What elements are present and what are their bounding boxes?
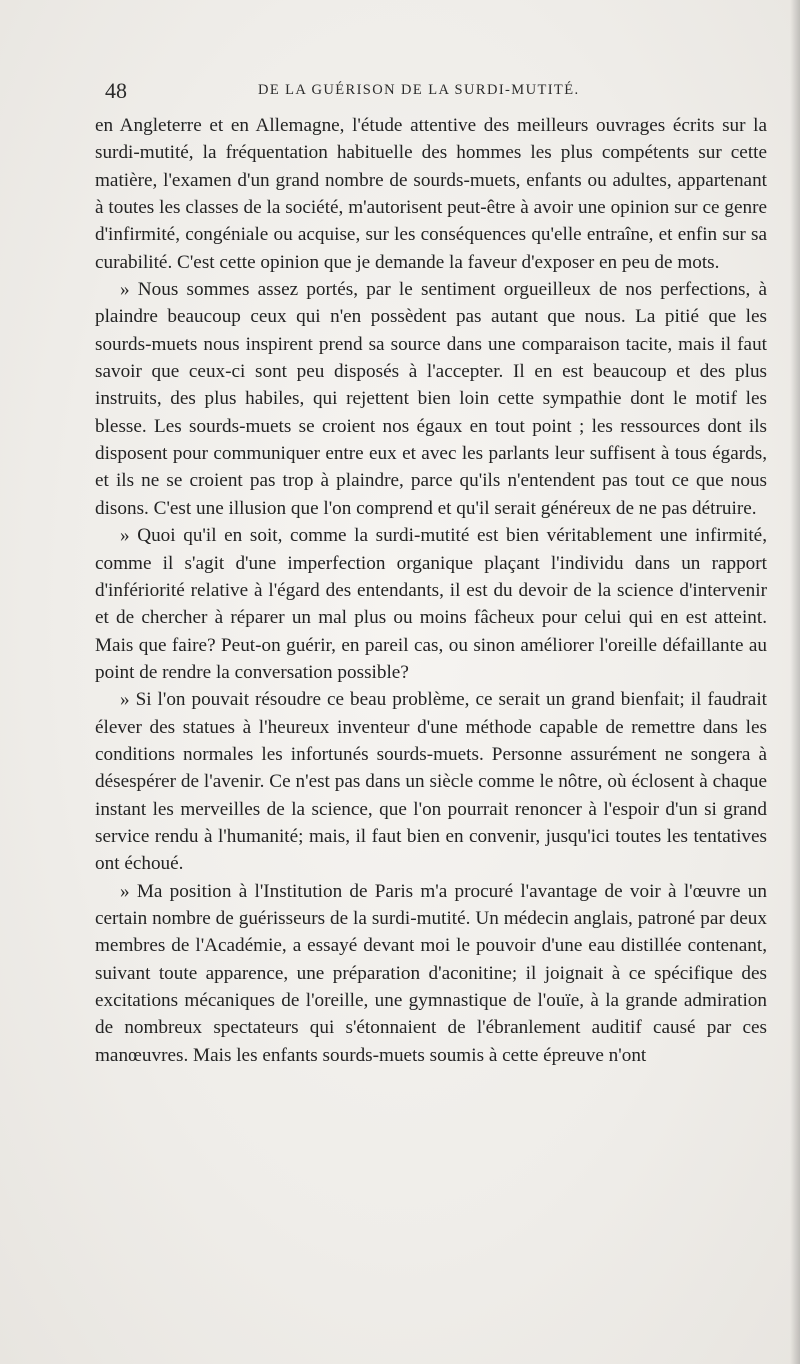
page-edge-shadow [790, 0, 800, 1364]
page-header [105, 78, 767, 108]
paragraph-1: en Angleterre et en Allemagne, l'étude attentive des meilleurs ouvrages écrits sur la surdi-mutité, la fréquentation habituelle des hommes les plus compétents sur cette matière, l'examen d'un grand nombre de sourds-muets, enfants ou adultes, appartenant à toutes les classes de la société, m'autorisent peut-être à avoir une opinion sur ce genre d'infirmité, congéniale ou acquise, sur les conséquences qu'elle entraîne, et enfin sur sa curabilité. C'est cette opinion que je demande la faveur d'exposer en peu de mots. [95, 115, 767, 273]
paragraph-3: » Quoi qu'il en soit, comme la surdi-mutité est bien véritablement une infirmité, comme il s'agit d'une imperfection organique plaçant l'individu dans un rapport d'infériorité relative à l'égard des entendants, il est du devoir de la science d'intervenir et de chercher à réparer un mal plus ou moins fâcheux pour celui qui en est atteint. Mais que faire? Peut-on guérir, en pareil cas, ou sinon améliorer l'oreille défaillante au point de rendre la conversation possible? [95, 525, 767, 683]
paragraph-2: » Nous sommes assez portés, par le sentiment orgueilleux de nos perfections, à plaindre beaucoup ceux qui n'en possèdent pas autant que nous. La pitié que les sourds-muets nous inspirent prend sa source dans une comparaison tacite, mais il faut savoir que ceux-ci sont peu disposés à l'accepter. Il en est beaucoup et des plus instruits, des plus habiles, qui rejettent bien loin cette sympathie dont le motif les blesse. Les sourds-muets se croient nos égaux en tout point ; les ressources dont ils disposent pour communiquer entre eux et avec les parlants leur suffisent à tous égards, et ils ne se croient pas trop à plaindre, parce qu'ils n'entendent pas tout ce que nous disons. C'est une illusion que l'on comprend et qu'il serait généreux de ne pas détruire. [95, 279, 767, 519]
paragraph-4: » Si l'on pouvait résoudre ce beau problème, ce serait un grand bienfait; il faudrait élever des statues à l'heureux inventeur d'une méthode capable de remettre dans les conditions normales les infortunés sourds-muets. Personne assurément ne songera à désespérer de l'avenir. Ce n'est pas dans un siècle comme le nôtre, où éclosent à chaque instant les merveilles de la science, que l'on pourrait renoncer à l'espoir d'un si grand service rendu à l'humanité; mais, il faut bien en convenir, jusqu'ici toutes les tentatives ont échoué. [95, 689, 767, 875]
body-text [95, 112, 767, 1069]
paragraph-5: » Ma position à l'Institution de Paris m'a procuré l'avantage de voir à l'œuvre un certain nombre de guérisseurs de la surdi-mutité. Un médecin anglais, patroné par deux membres de l'Académie, a essayé devant moi le pouvoir d'une eau distillée contenant, suivant toute apparence, une préparation d'aconitine; il joignait à ce spécifique des excitations mécaniques de l'oreille, une gymnastique de l'ouïe, à la grande admiration de nombreux spectateurs qui s'étonnaient de l'ébranlement auditif causé par ces manœuvres. Mais les enfants sourds-muets soumis à cette épreuve n'ont [95, 880, 767, 1066]
running-title: DE LA GUÉRISON DE LA SURDI-MUTITÉ. [258, 82, 580, 98]
page-number: 48 [105, 78, 127, 103]
